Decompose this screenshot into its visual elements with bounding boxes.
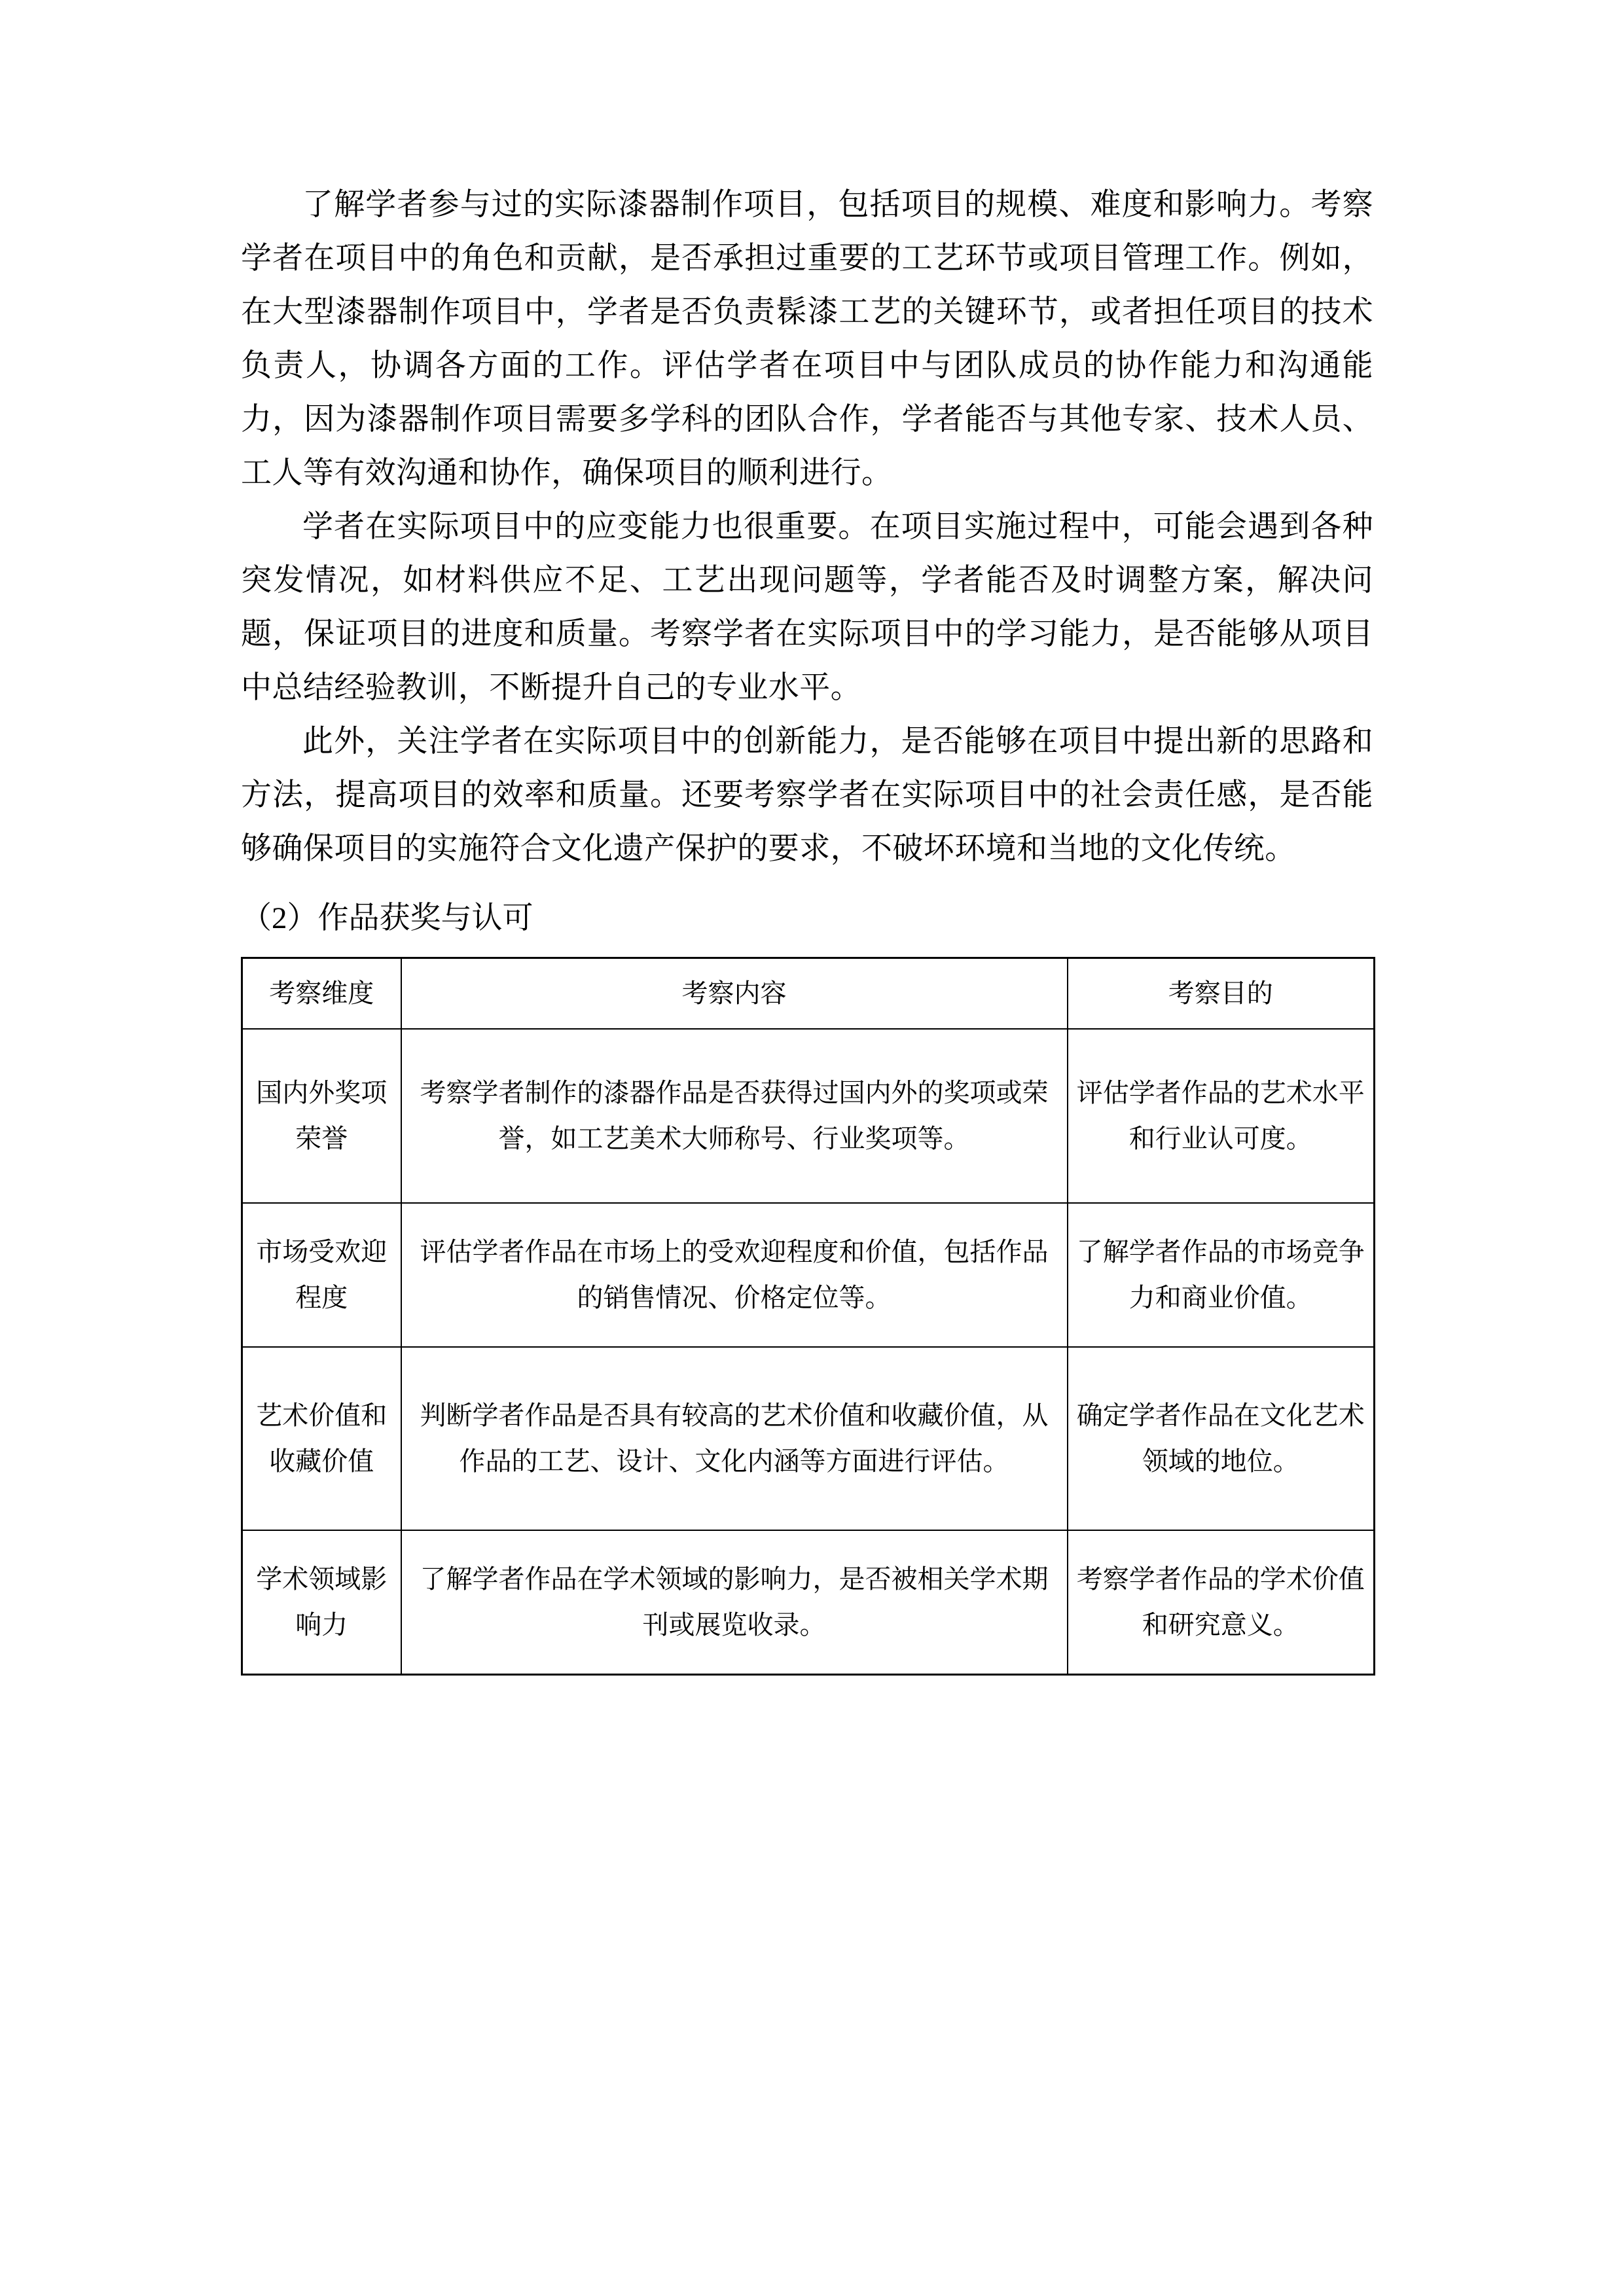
- column-header-dimension: 考察维度: [242, 958, 401, 1030]
- page-content: [241, 178, 1373, 1676]
- table-row: [242, 1029, 1375, 1203]
- cell-dimension: 学术领域影响力: [242, 1530, 401, 1675]
- cell-dimension: 艺术价值和收藏价值: [242, 1347, 401, 1530]
- cell-content: 判断学者作品是否具有较高的艺术价值和收藏价值，从作品的工艺、设计、文化内涵等方面进行评估。: [401, 1347, 1068, 1530]
- cell-dimension: 市场受欢迎程度: [242, 1203, 401, 1347]
- cell-purpose: 确定学者作品在文化艺术领域的地位。: [1068, 1347, 1375, 1530]
- column-header-content: 考察内容: [401, 958, 1068, 1030]
- cell-content: 考察学者制作的漆器作品是否获得过国内外的奖项或荣誉，如工艺美术大师称号、行业奖项等。: [401, 1029, 1068, 1203]
- cell-purpose: 评估学者作品的艺术水平和行业认可度。: [1068, 1029, 1375, 1203]
- table-row: [242, 1347, 1375, 1530]
- cell-dimension: 国内外奖项荣誉: [242, 1029, 401, 1203]
- paragraph-1: 了解学者参与过的实际漆器制作项目，包括项目的规模、难度和影响力。考察学者在项目中的角色和贡献，是否承担过重要的工艺环节或项目管理工作。例如，在大型漆器制作项目中，学者是否负责髹漆工艺的关键环节，或者担任项目的技术负责人，协调各方面的工作。评估学者在项目中与团队成员的协作能力和沟通能力，因为漆器制作项目需要多学科的团队合作，学者能否与其他专家、技术人员、工人等有效沟通和协作，确保项目的顺利进行。: [241, 188, 1373, 490]
- cell-content: 了解学者作品在学术领域的影响力，是否被相关学术期刊或展览收录。: [401, 1530, 1068, 1675]
- section-heading: （2）作品获奖与认可: [241, 901, 533, 935]
- table-header-row: [242, 958, 1375, 1030]
- cell-purpose: 考察学者作品的学术价值和研究意义。: [1068, 1530, 1375, 1675]
- column-header-purpose: 考察目的: [1068, 958, 1375, 1030]
- cell-content: 评估学者作品在市场上的受欢迎程度和价值，包括作品的销售情况、价格定位等。: [401, 1203, 1068, 1347]
- paragraph-2: 学者在实际项目中的应变能力也很重要。在项目实施过程中，可能会遇到各种突发情况，如材料供应不足、工艺出现问题等，学者能否及时调整方案，解决问题，保证项目的进度和质量。考察学者在实际项目中的学习能力，是否能够从项目中总结经验教训，不断提升自己的专业水平。: [241, 510, 1373, 705]
- assessment-table: [241, 957, 1375, 1676]
- cell-purpose: 了解学者作品的市场竞争力和商业价值。: [1068, 1203, 1375, 1347]
- paragraph-3: 此外，关注学者在实际项目中的创新能力，是否能够在项目中提出新的思路和方法，提高项目的效率和质量。还要考察学者在实际项目中的社会责任感，是否能够确保项目的实施符合文化遗产保护的要求，不破坏环境和当地的文化传统。: [241, 725, 1373, 866]
- table-row: [242, 1530, 1375, 1675]
- table-row: [242, 1203, 1375, 1347]
